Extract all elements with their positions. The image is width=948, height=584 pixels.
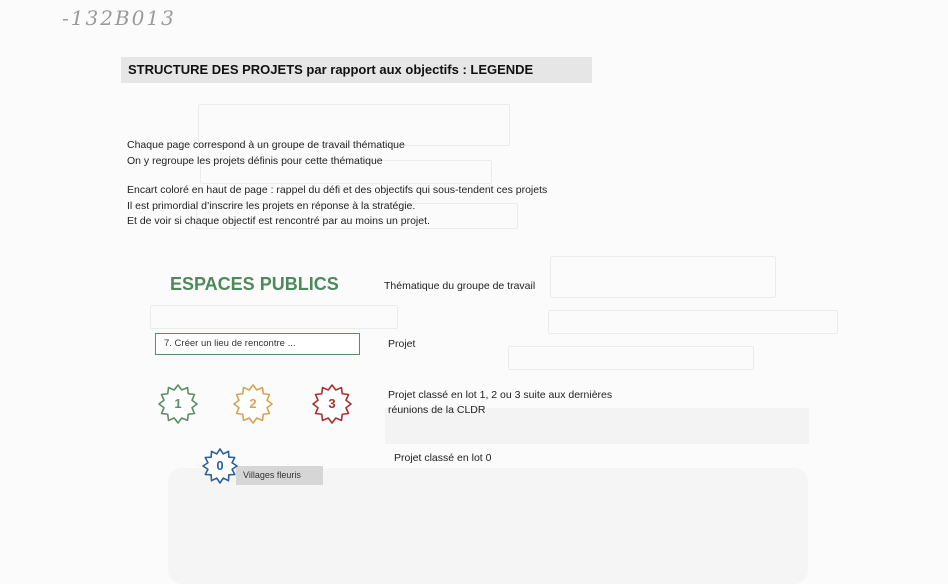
project-example-box — [155, 333, 360, 355]
theme-example-title: ESPACES PUBLICS — [170, 274, 339, 294]
intro-paragraph-1 — [127, 138, 405, 169]
lot-1-number: 1 — [174, 396, 182, 411]
bleed-through-box — [150, 305, 398, 329]
intro-line: Encart coloré en haut de page : rappel du défi et des objectifs qui sous-tendent ces projets — [127, 184, 548, 196]
lots-description — [388, 388, 612, 418]
theme-description: Thématique du groupe de travail — [384, 280, 536, 292]
bleed-through-panel — [168, 468, 808, 584]
bleed-through-box — [548, 310, 838, 334]
project-description: Projet — [388, 338, 416, 350]
intro-line: Et de voir si chaque objectif est rencontré par au moins un projet. — [127, 215, 430, 227]
scan-reference-mark: -132B013 — [62, 6, 176, 30]
bleed-through-box — [550, 256, 776, 298]
title-bar — [121, 57, 592, 83]
intro-paragraph-2 — [127, 183, 547, 230]
lot-2-badge — [233, 384, 273, 424]
lot-0-badge — [202, 448, 238, 484]
project-example-label: 7. Créer un lieu de rencontre ... — [164, 338, 296, 349]
lots-description-line: Projet classé en lot 1, 2 ou 3 suite aux dernières — [388, 389, 613, 401]
intro-line: On y regroupe les projets définis pour cette thématique — [127, 154, 383, 167]
lot-3-number: 3 — [328, 396, 336, 411]
lot-3-badge — [312, 384, 352, 424]
lot-0-description: Projet classé en lot 0 — [394, 452, 492, 464]
intro-line: Il est primordial d’inscrire les projets en réponse à la stratégie. — [127, 199, 416, 212]
intro-line: Chaque page correspond à un groupe de travail thématique — [127, 139, 405, 151]
lot-2-number: 2 — [249, 396, 257, 411]
page-title: STRUCTURE DES PROJETS par rapport aux objectifs : LEGENDE — [128, 62, 534, 77]
lot-1-badge — [158, 384, 198, 424]
village-tag — [236, 466, 323, 485]
lots-description-line: réunions de la CLDR — [388, 404, 486, 416]
bleed-through-box — [508, 346, 754, 370]
lot-0-number: 0 — [216, 458, 224, 473]
village-tag-label: Villages fleuris — [243, 470, 301, 480]
